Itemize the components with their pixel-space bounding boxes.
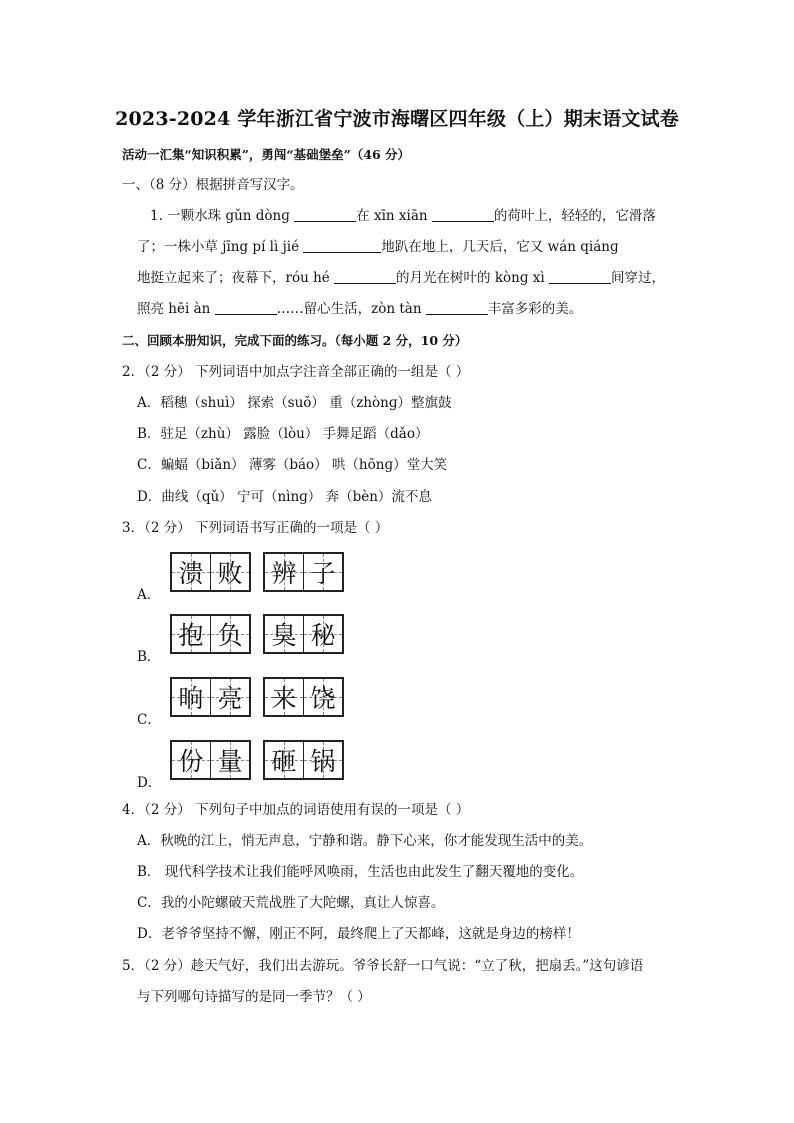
pinyin-line-4	[137, 299, 582, 319]
char-cell: 溃	[172, 554, 211, 590]
q4-option-d[interactable]: D．老爷爷坚持不懈，刚正不阿，最终爬上了天都峰，这就是身边的榜样！	[137, 926, 580, 942]
pinyin-text: 间穿过，	[611, 270, 665, 286]
char-cell: 败	[211, 554, 249, 590]
q3-option-a-label[interactable]: A．	[137, 587, 161, 603]
section1-heading: 一、（8 分）根据拼音写汉字。	[122, 177, 304, 193]
char-cell: 砸	[265, 742, 304, 778]
answer-blank[interactable]	[549, 269, 611, 284]
pinyin-text: 的月光在树叶的 kònɡ xì	[396, 270, 549, 286]
pinyin-text: 照亮 hēi àn	[137, 301, 215, 317]
pinyin-text: 的荷叶上，轻轻的，它滑落	[493, 208, 656, 224]
activity-heading: 活动一汇集“知识积累”，勇闯“基础堡垒”（46 分）	[122, 147, 411, 162]
q3-option-b-label[interactable]: B．	[137, 649, 161, 665]
q5-stem-line-1: 5．（2 分）趁天气好，我们出去游玩。爷爷长舒一口气说：“立了秋，把扇丢。”这句谚语	[122, 958, 644, 974]
answer-blank[interactable]	[334, 269, 396, 284]
word-grid	[170, 677, 251, 717]
pinyin-text: 地趴在地上，几天后，它又 wán qiánɡ	[381, 239, 619, 255]
q2-option-b[interactable]: B．驻足（zhù） 露脸（lòu） 手舞足蹈（dǎo）	[137, 426, 429, 442]
q5-stem-line-2: 与下列哪句诗描写的是同一季节？（ ）	[137, 989, 371, 1005]
q4-option-a[interactable]: A．秋晚的江上，悄无声息，宁静和谐。静下心来，你才能发现生活中的美。	[137, 833, 593, 849]
word-grid	[263, 552, 344, 592]
char-cell: 份	[172, 742, 211, 778]
q3-option-d-label[interactable]: D．	[137, 775, 162, 791]
pinyin-text: 地挺立起来了；夜幕下，róu hé	[137, 270, 335, 286]
q2-option-a[interactable]: A．稻穗（shuì） 探索（suǒ） 重（zhònɡ）整旗鼓	[137, 395, 452, 411]
char-cell: 亮	[211, 679, 249, 715]
pinyin-text: 丰富多彩的美。	[487, 301, 583, 317]
section2-heading: 二、回顾本册知识，完成下面的练习。（每小题 2 分，10 分）	[122, 333, 468, 348]
q4-option-b[interactable]: B． 现代科学技术让我们能呼风唤雨，生活也由此发生了翻天覆地的变化。	[137, 864, 584, 880]
q3-option-b-words[interactable]	[170, 614, 344, 654]
char-cell: 子	[304, 554, 342, 590]
q2-option-d[interactable]: D．曲线（qǔ） 宁可（nìnɡ） 奔（bèn）流不息	[137, 489, 432, 505]
char-cell: 晌	[172, 679, 211, 715]
q3-option-c-words[interactable]	[170, 677, 344, 717]
q2-stem: 2．（2 分） 下列词语中加点字注音全部正确的一组是（ ）	[122, 364, 470, 380]
pinyin-text: ……留心生活，zòn tàn	[276, 301, 426, 317]
char-cell: 负	[211, 616, 249, 652]
q3-stem: 3．（2 分） 下列词语书写正确的一项是（ ）	[122, 520, 389, 536]
page-title: 2023-2024 学年浙江省宁波市海曙区四年级（上）期末语文试卷	[115, 108, 679, 130]
char-cell: 抱	[172, 616, 211, 652]
word-grid	[170, 614, 251, 654]
answer-blank[interactable]	[432, 207, 494, 222]
pinyin-line-2	[137, 237, 619, 257]
word-grid	[170, 552, 251, 592]
pinyin-text: 了；一株小草 jīng pí lì jié	[137, 239, 304, 255]
char-cell: 锅	[304, 742, 342, 778]
answer-blank[interactable]	[303, 238, 381, 253]
q3-option-d-words[interactable]	[170, 740, 344, 780]
pinyin-line-1	[150, 206, 656, 226]
q4-stem: 4．（2 分） 下列句子中加点的词语使用有误的一项是（ ）	[122, 802, 470, 818]
char-cell: 饶	[304, 679, 342, 715]
pinyin-text: 1. 一颗水珠 gǔn dònɡ	[150, 208, 295, 224]
char-cell: 臭	[265, 616, 304, 652]
q3-option-a-words[interactable]	[170, 552, 344, 592]
word-grid	[263, 740, 344, 780]
q4-option-c[interactable]: C．我的小陀螺破天荒战胜了大陀螺，真让人惊喜。	[137, 895, 445, 911]
answer-blank[interactable]	[294, 207, 356, 222]
word-grid	[263, 614, 344, 654]
answer-blank[interactable]	[215, 300, 277, 315]
char-cell: 辨	[265, 554, 304, 590]
char-cell: 量	[211, 742, 249, 778]
word-grid	[263, 677, 344, 717]
pinyin-line-3	[137, 268, 665, 288]
q2-option-c[interactable]: C．蝙蝠（biǎn） 薄雾（báo） 哄（hōnɡ）堂大笑	[137, 457, 448, 473]
answer-blank[interactable]	[426, 300, 488, 315]
word-grid	[170, 740, 251, 780]
pinyin-text: 在 xīn xiān	[356, 208, 432, 224]
char-cell: 来	[265, 679, 304, 715]
char-cell: 秘	[304, 616, 342, 652]
q3-option-c-label[interactable]: C．	[137, 712, 161, 728]
